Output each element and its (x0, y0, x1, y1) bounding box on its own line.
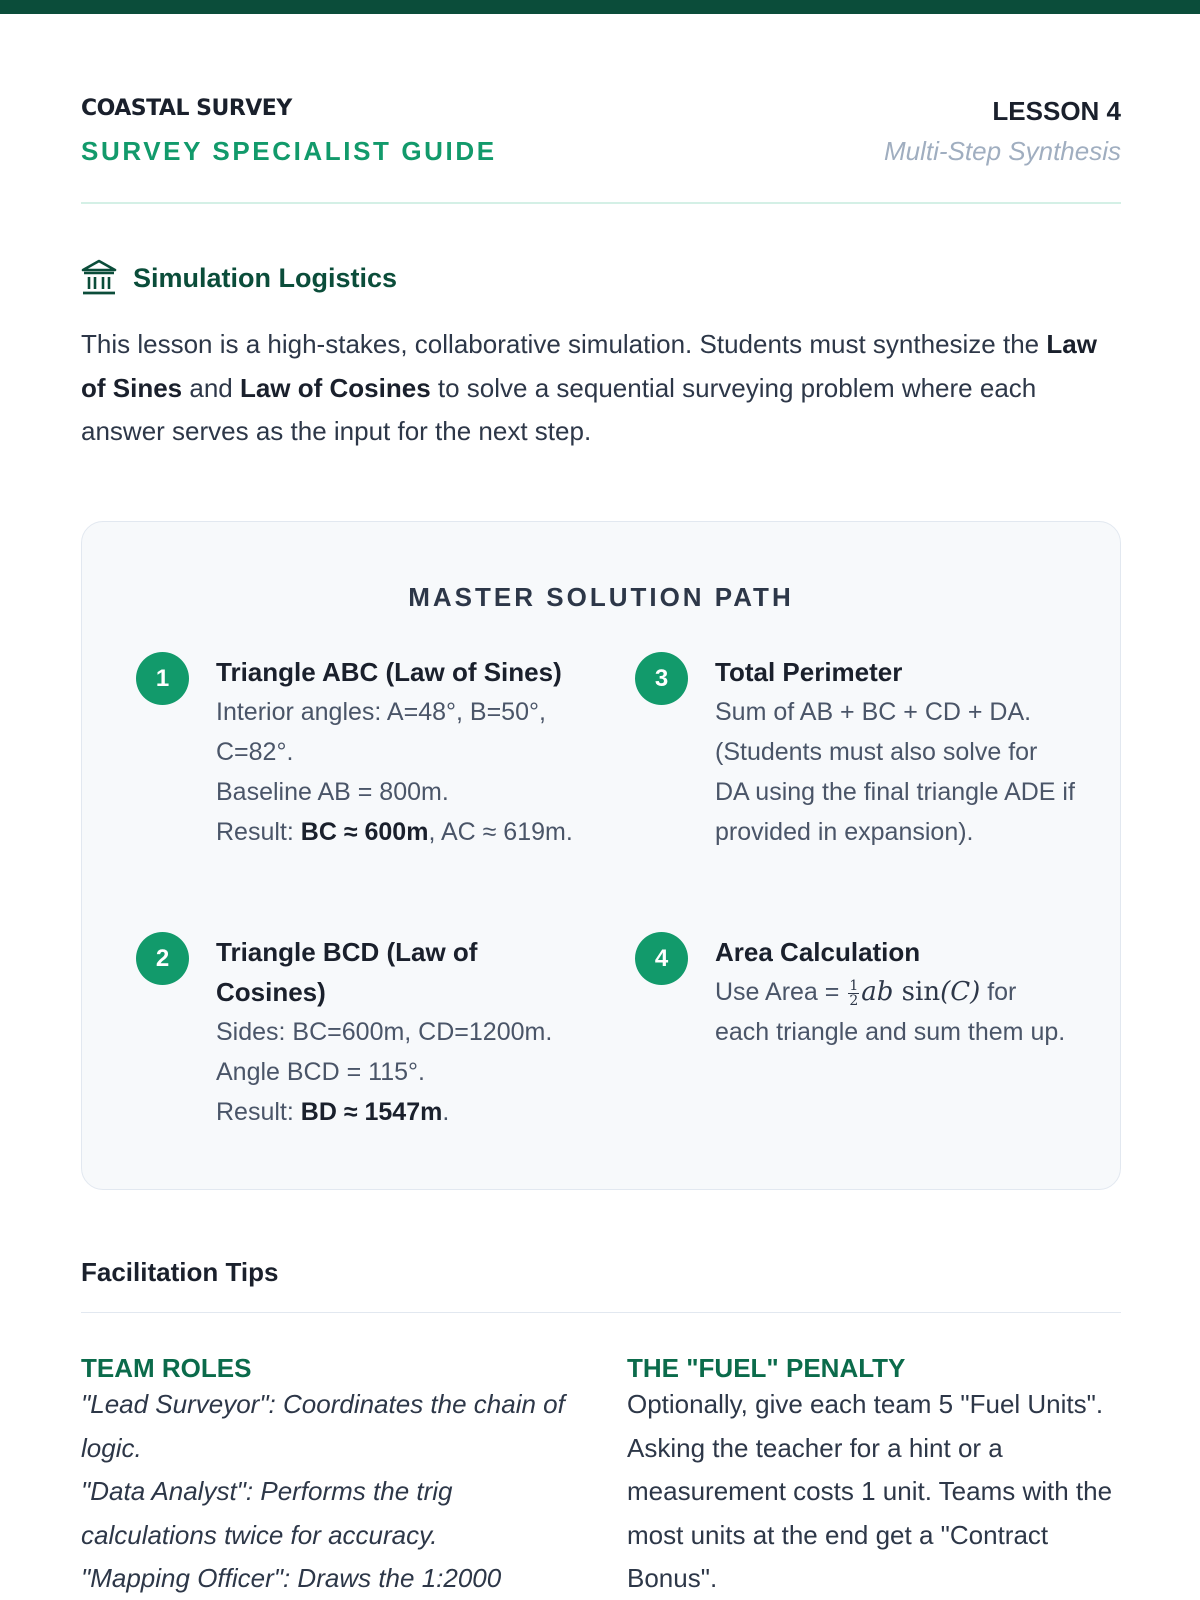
fraction (848, 979, 859, 1008)
result-label: Result: (216, 1098, 301, 1126)
step-line: Sides: BC=600m, CD=1200m. (216, 1018, 553, 1046)
step-number-badge: 4 (635, 932, 688, 985)
step-result (216, 1092, 586, 1132)
guide-title: SURVEY SPECIALIST GUIDE (81, 136, 497, 166)
logistics-title: Simulation Logistics (133, 262, 398, 293)
step-line: Interior angles: A=48°, B=50°, C=82°. (216, 698, 546, 766)
solution-path-title: MASTER SOLUTION PATH (408, 582, 794, 612)
fraction-numerator: 1 (849, 977, 859, 994)
intro-paragraph (81, 323, 1121, 454)
result-rest: . (442, 1098, 450, 1126)
step-number-badge: 1 (136, 652, 189, 705)
step-1 (155, 652, 586, 852)
logistics-heading (81, 258, 397, 298)
step-number-badge: 2 (136, 932, 189, 985)
result-label: Result: (216, 818, 301, 846)
result-value: BC ≈ 600m (300, 818, 429, 846)
step-title: Triangle ABC (Law of Sines) (216, 657, 562, 687)
step-title: Total Perimeter (715, 657, 903, 687)
formula-ab: ab (861, 977, 894, 1007)
step-2 (155, 932, 586, 1132)
step-body (715, 972, 1075, 1052)
formula-arg: (C) (940, 977, 981, 1007)
formula-sin: sin (893, 977, 941, 1007)
top-accent-bar (0, 0, 1200, 14)
team-roles-list (81, 1383, 581, 1600)
fuel-penalty-title: THE "FUEL" PENALTY (627, 1353, 906, 1383)
step-line: Angle BCD = 115°. (216, 1058, 425, 1086)
area-formula-suffix: for each triangle and sum them up. (715, 978, 1066, 1046)
role-item: "Mapping Officer": Draws the 1:2000 (81, 1563, 502, 1593)
result-value: BD ≈ 1547m (300, 1098, 443, 1126)
intro-text: This lesson is a high-stakes, collaborative simulation. Students must synthesize the (81, 329, 1047, 359)
fraction-denominator: 2 (849, 992, 859, 1009)
page-header (81, 96, 1121, 204)
lesson-number: LESSON 4 (992, 96, 1121, 126)
step-3 (654, 652, 1075, 852)
step-body: Sum of AB + BC + CD + DA. (Students must also solve for DA using the final triangle ADE if provided in expansion). (715, 698, 1075, 846)
lesson-subtitle: Multi-Step Synthesis (884, 136, 1121, 166)
step-4 (654, 932, 1075, 1052)
team-roles-title: TEAM ROLES (81, 1353, 252, 1383)
solution-path-card (81, 521, 1121, 1190)
bank-icon (81, 258, 117, 298)
area-formula-prefix: Use Area = (715, 978, 847, 1006)
step-result (216, 812, 586, 852)
step-body (216, 1012, 586, 1132)
step-title: Area Calculation (715, 937, 921, 967)
facilitation-tips-heading: Facilitation Tips (81, 1257, 1121, 1313)
result-rest: , AC ≈ 619m. (428, 818, 573, 846)
intro-text: to solve a sequential surveying problem where each answer serves as the input for the next step. (81, 372, 1037, 446)
step-line: Baseline AB = 800m. (216, 778, 449, 806)
intro-law-of-sines: Law of Sines (81, 329, 1097, 403)
step-body (216, 692, 586, 852)
area-formula (846, 977, 980, 1007)
intro-law-of-cosines: Law of Cosines (239, 372, 431, 403)
step-number-badge: 3 (635, 652, 688, 705)
fuel-penalty-body: Optionally, give each team 5 "Fuel Units". Asking the teacher for a hint or a measurement costs 1 unit. Teams with the most units at the end get a "Contract Bonus". (627, 1389, 1113, 1593)
brand-logo: COASTAL SURVEY (81, 96, 292, 121)
intro-text: and (182, 372, 240, 403)
role-item: "Data Analyst": Performs the trig calculations twice for accuracy. (81, 1476, 453, 1550)
step-title: Triangle BCD (Law of Cosines) (216, 937, 478, 1007)
role-item: "Lead Surveyor": Coordinates the chain of logic. (81, 1389, 565, 1463)
